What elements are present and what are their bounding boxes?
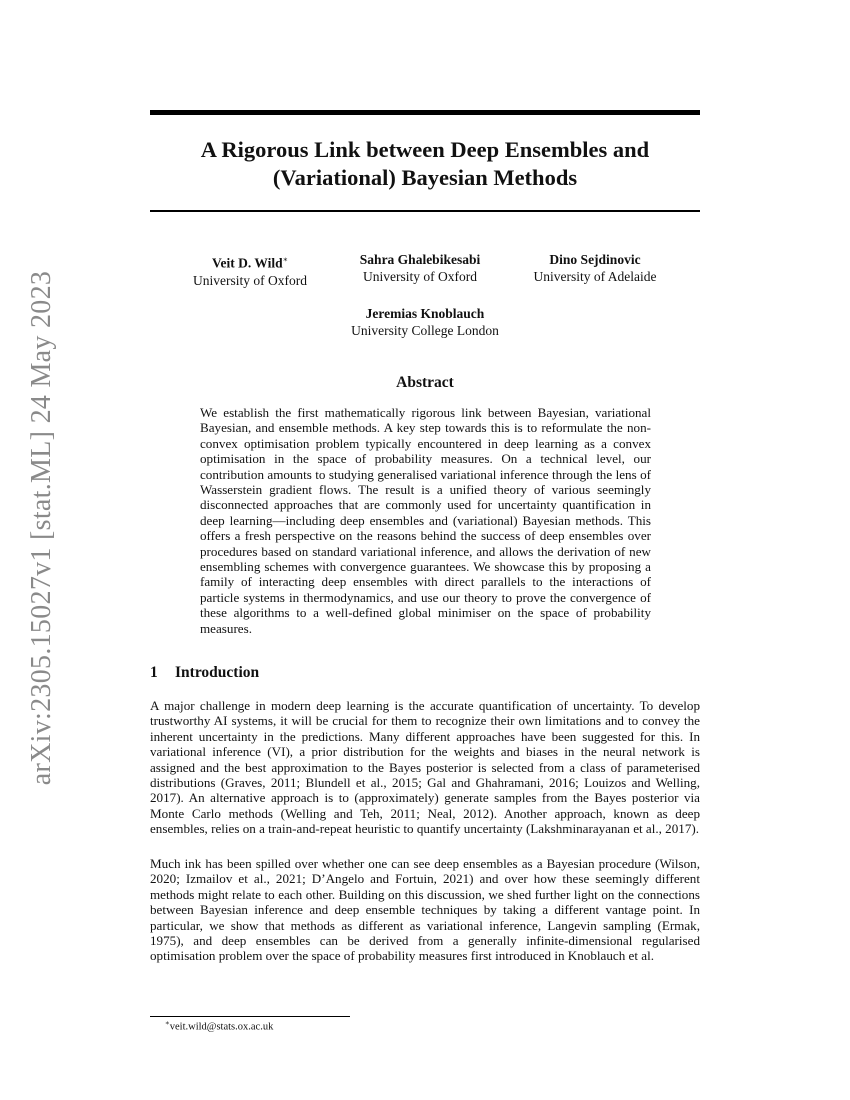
footnote-marker: ∗	[165, 1019, 170, 1027]
author-block	[175, 251, 325, 289]
paper-title: A Rigorous Link between Deep Ensembles and (Variational) Bayesian Methods	[200, 137, 650, 190]
author-block	[515, 251, 675, 285]
author-name: Jeremias Knoblauch	[365, 306, 485, 321]
section-title: Introduction	[175, 664, 260, 681]
arxiv-identifier: arXiv:2305.15027v1 [stat.ML] 24 May 2023	[26, 270, 57, 786]
paragraph: A major challenge in modern deep learning is the accurate quantification of uncertainty. To develop trustworthy AI systems, it will be crucial for them to recognize their own limitations and to convey the inherent uncertainty in the predictions. Many different approaches have been suggested for this. In variational inference (VI), a prior distribution for the weights and biases in the neural network is assigned and the best approximation to the Bayes posterior is selected from a class of parameterised distributions (Graves, 2011; Blundell et al., 2015; Gal and Ghahramani, 2016; Louizos and Welling, 2017). An alternative approach is to (approximately) generate samples from the Bayes posterior via Monte Carlo methods (Welling and Teh, 2011; Neal, 2012). Another approach, known as deep ensembles, relies on a train-and-repeat heuristic to quantify uncertainty (Lakshminarayanan et al., 2017).	[150, 698, 700, 837]
section-heading	[150, 664, 259, 682]
author-block	[325, 305, 525, 339]
footnote-rule	[150, 1016, 350, 1017]
author-affiliation: University of Adelaide	[533, 269, 657, 284]
abstract-heading: Abstract	[396, 374, 454, 391]
author-affiliation: University College London	[351, 323, 499, 338]
author-name: Veit D. Wild∗	[211, 255, 289, 271]
section-number: 1	[150, 664, 158, 681]
paragraph: Much ink has been spilled over whether one can see deep ensembles as a Bayesian procedure (Wilson, 2020; Izmailov et al., 2021; D’Angelo and Fortuin, 2021) and over how these seemingly different methods might relate to each other. Building on this discussion, we shed further light on the connections between Bayesian inference and deep ensemble techniques by taking a different vantage point. In particular, we show that methods as different as variational inference, Langevin sampling (Ermak, 1975), and deep ensembles can be derived from a generally infinite-dimensional regularised optimisation problem over the space of probability measures first introduced in Knoblauch et al.	[150, 856, 700, 964]
footnote	[165, 1019, 273, 1033]
abstract-text: We establish the first mathematically rigorous link between Bayesian, variational Bayesian, and ensemble methods. A key step towards this is to reformulate the non-convex optimisation problem typically encountered in deep learning as a convex optimisation in the space of probability measures. On a technical level, our contribution amounts to studying generalised variational inference through the lens of Wasserstein gradient flows. The result is a unified theory of various seemingly disconnected approaches that are commonly used for uncertainty quantification in deep learning—including deep ensembles and (variational) Bayesian methods. This offers a fresh perspective on the reasons behind the success of deep ensembles over procedures based on standard variational inference, and allows the derivation of new ensembling schemes with convergence guarantees. We showcase this by proposing a family of interacting deep ensembles with direct parallels to the interactions of particle systems in thermodynamics, and use our theory to prove the convergence of these algorithms to a well-defined global minimiser on the space of probability measures.	[200, 405, 651, 636]
author-name: Dino Sejdinovic	[549, 252, 641, 267]
author-affiliation: University of Oxford	[193, 272, 307, 288]
footnote-marker: ∗	[282, 255, 289, 264]
footnote-email: veit.wild@stats.ox.ac.uk	[169, 1021, 274, 1033]
title-rule-top	[150, 110, 700, 115]
title-rule-bottom	[150, 210, 700, 212]
author-affiliation: University of Oxford	[363, 269, 477, 284]
author-name: Sahra Ghalebikesabi	[359, 252, 481, 267]
author-block	[330, 251, 510, 285]
